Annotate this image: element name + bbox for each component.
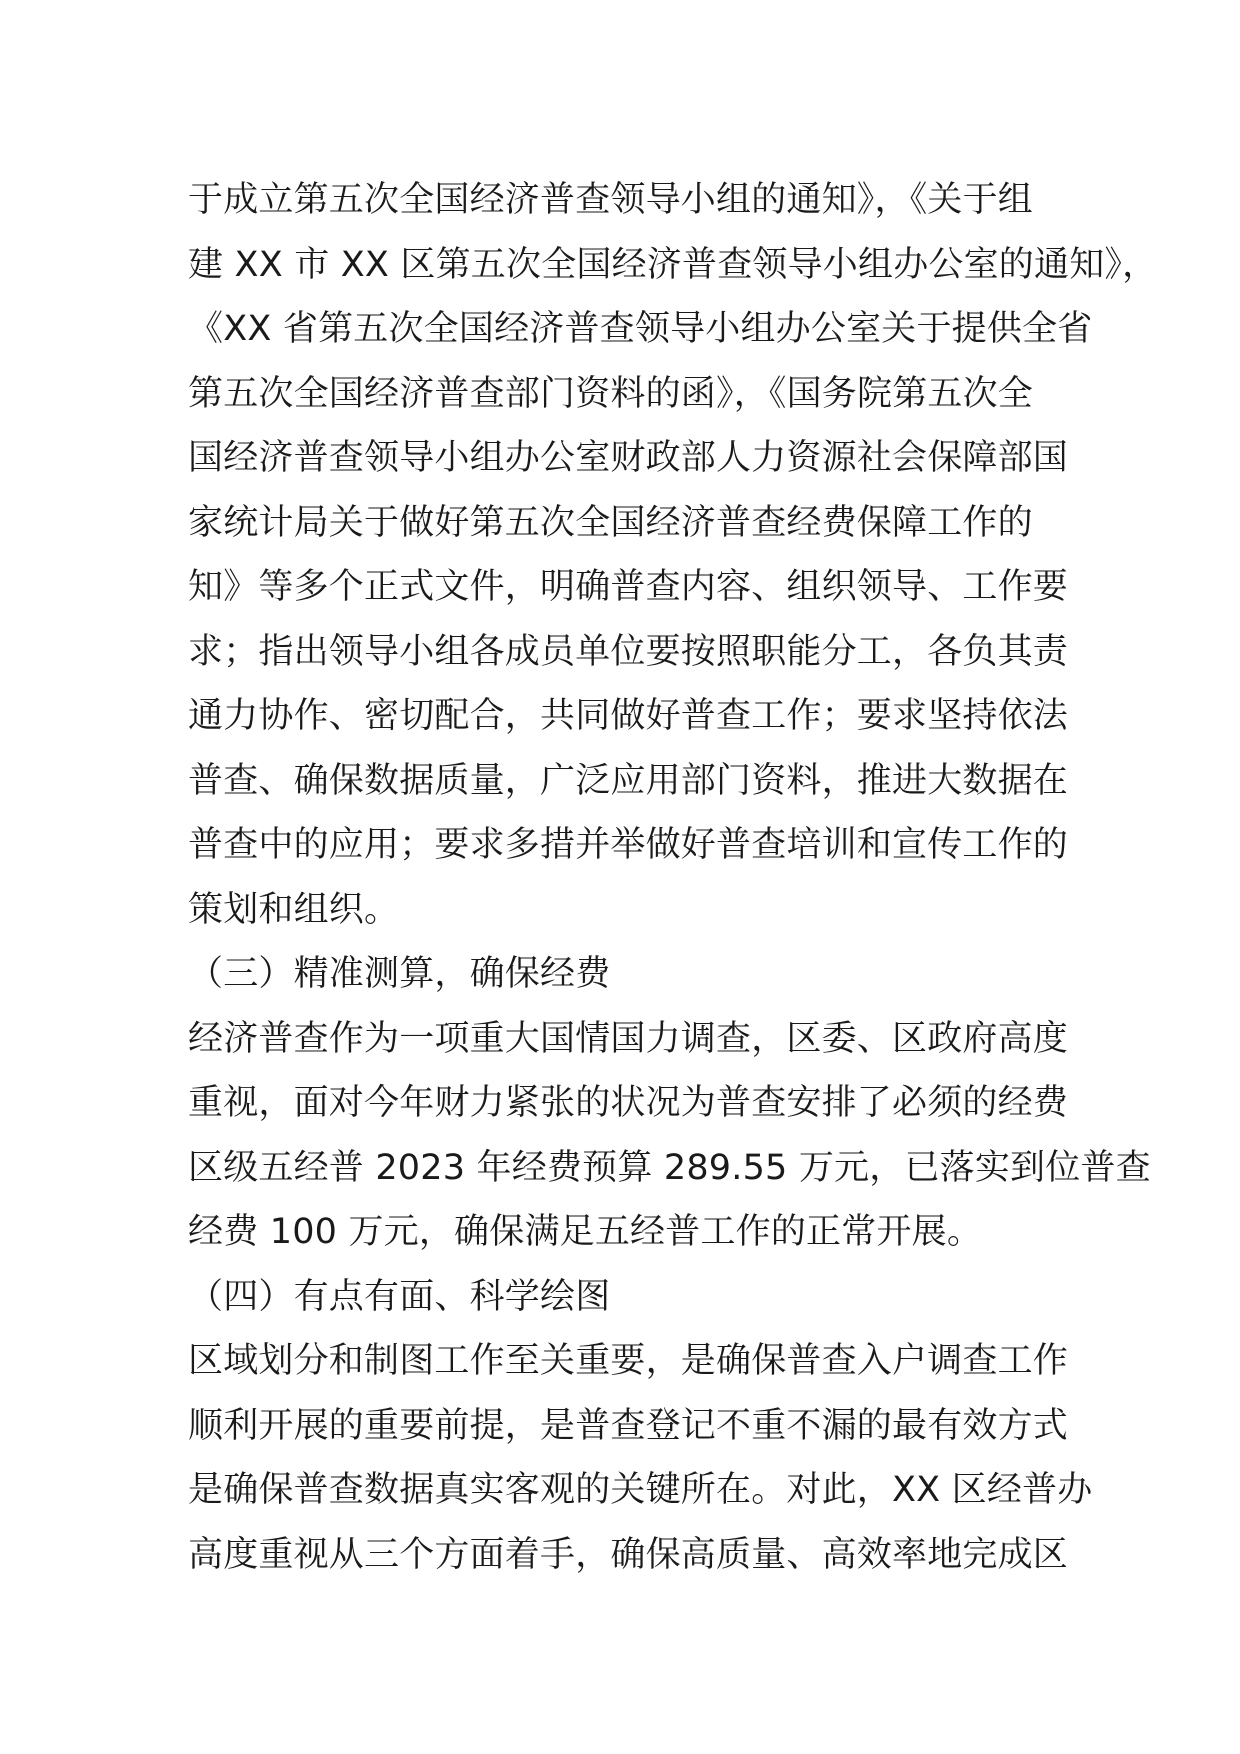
section-heading: （四）有点有面、科学绘图 <box>188 1276 611 1317</box>
text-line: 经济普查作为一项重大国情国力调查，区委、区政府高度 <box>188 1018 1069 1059</box>
text-line: 通力协作、密切配合，共同做好普查工作；要求坚持依法 <box>188 696 1069 736</box>
text-line: 顺利开展的重要前提，是普查登记不重不漏的最有效方式 <box>188 1405 1069 1446</box>
text-line: 求；指出领导小组各成员单位要按照职能分工，各负其责 <box>188 631 1069 672</box>
text-line: 普查中的应用；要求多措并举做好普查培训和宣传工作的 <box>188 825 1069 865</box>
text-line: 《XX 省第五次全国经济普查领导小组办公室关于提供全省 <box>188 309 1093 349</box>
text-line: 经费 100 万元，确保满足五经普工作的正常开展。 <box>188 1212 983 1252</box>
text-line: 国经济普查领导小组办公室财政部人力资源社会保障部国 <box>188 438 1069 478</box>
text-line: 区级五经普 2023 年经费预算 289.55 万元，已落实到位普查 <box>188 1147 1151 1188</box>
text-line: 是确保普查数据真实客观的关键所在。对此，XX 区经普办 <box>188 1470 1093 1510</box>
text-line: 重视，面对今年财力紧张的状况为普查安排了必须的经费 <box>188 1083 1069 1123</box>
document-body <box>188 168 1158 1587</box>
text-line: 高度重视从三个方面着手，确保高质量、高效率地完成区 <box>188 1534 1069 1575</box>
text-line: 家统计局关于做好第五次全国经济普查经费保障工作的 <box>188 502 1033 543</box>
section-heading: （三）精准测算，确保经费 <box>188 954 611 994</box>
text-line: 建 XX 市 XX 区第五次全国经济普查领导小组办公室的通知》， <box>188 244 1158 285</box>
text-line: 普查、确保数据质量，广泛应用部门资料，推进大数据在 <box>188 760 1069 801</box>
text-line: 区域划分和制图工作至关重要，是确保普查入户调查工作 <box>188 1341 1069 1381</box>
text-line: 于成立第五次全国经济普查领导小组的通知》，《关于组 <box>188 180 1034 220</box>
text-line: 知》等多个正式文件，明确普查内容、组织领导、工作要 <box>188 567 1069 607</box>
text-line: 第五次全国经济普查部门资料的函》，《国务院第五次全 <box>188 373 1034 414</box>
text-line: 策划和组织。 <box>188 889 400 930</box>
